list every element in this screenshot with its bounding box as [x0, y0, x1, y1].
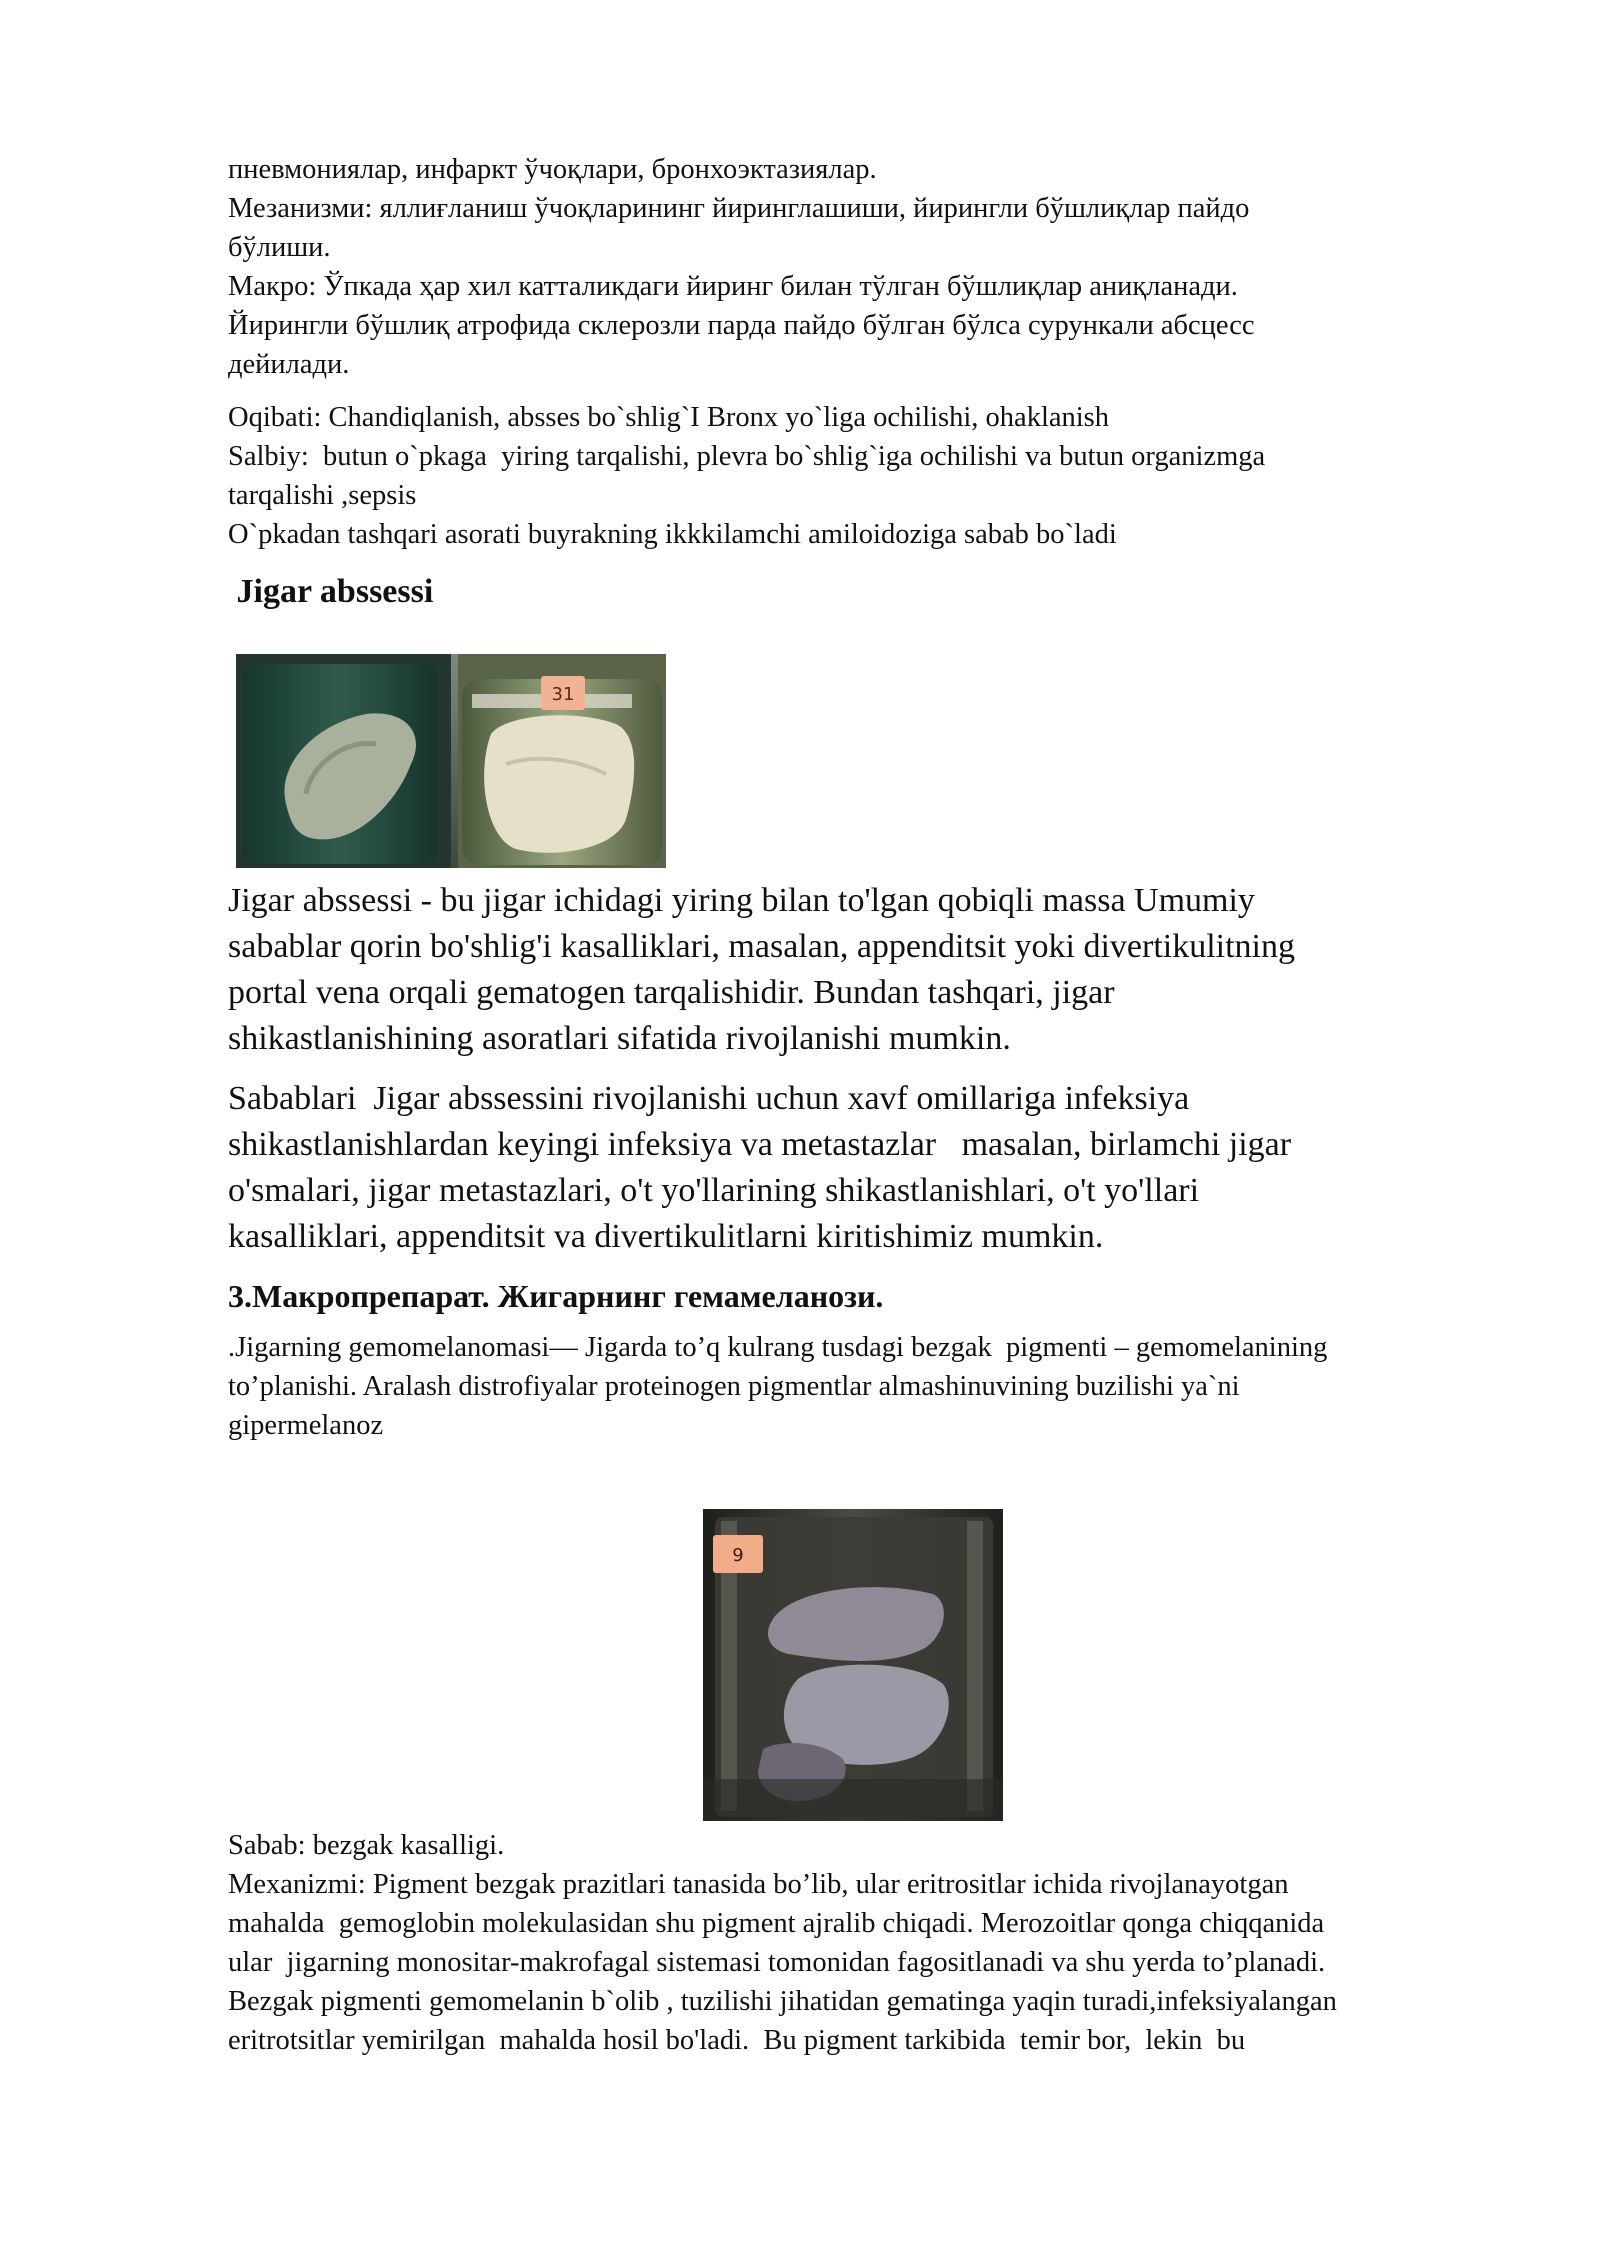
section-heading-liver-abscess: Jigar abssessi: [228, 573, 434, 610]
text-line: sabablar qorin bo'shlig'i kasalliklari, masalan, appenditsit yoki divertikulitning: [228, 928, 1295, 965]
paragraph-definition: [228, 878, 1478, 1062]
text-line: Mexanizmi: Pigment bezgak prazitlari tanasida bo’lib, ular eritrositlar ichida rivojlanayotgan: [228, 1869, 1289, 1900]
text-line: дейилади.: [228, 349, 350, 380]
paragraph-lung-abscess-macro: [228, 150, 1478, 384]
text-line: бўлиши.: [228, 232, 331, 263]
text-line: portal vena orqali gematogen tarqalishidir. Bundan tashqari, jigar: [228, 974, 1115, 1011]
text-line: shikastlanishining asoratlari sifatida rivojlanishi mumkin.: [228, 1020, 1011, 1057]
text-line: Bezgak pigmenti gemomelanin b`olib , tuzilishi jihatidan gematinga yaqin turadi,infeksiyalangan: [228, 1986, 1337, 2017]
text-line: Макро: Ўпкада ҳар хил катталикдаги йиринг билан тўлган бўшлиқлар аниқланади.: [228, 271, 1238, 302]
text-line: Jigar abssessi - bu jigar ichidagi yiring bilan to'lgan qobiqli massa Umumiy: [228, 882, 1255, 919]
document-page-bottom: [228, 1826, 1478, 2060]
specimen-jar-illustration: [703, 1509, 1003, 1821]
text-line: eritrotsitlar yemirilgan mahalda hosil bo'ladi. Bu pigment tarkibida temir bor, lekin bu: [228, 2025, 1246, 2056]
text-line: shikastlanishlardan keyingi infeksiya va metastazlar masalan, birlamchi jigar: [228, 1126, 1292, 1163]
text-line: Sabablari Jigar abssessini rivojlanishi uchun xavf omillariga infeksiya: [228, 1080, 1190, 1117]
section-heading-hemomelanosis: 3.Макропрепарат. Жигарнинг гемамеланози.: [228, 1278, 884, 1314]
specimen-jars-illustration: [236, 654, 666, 868]
text-line: mahalda gemoglobin molekulasidan shu pigment ajralib chiqadi. Merozoitlar qonga chiqqanida: [228, 1908, 1325, 1939]
text-line: o'smalari, jigar metastazlari, o't yo'llarining shikastlanishlari, o't yo'llari: [228, 1172, 1200, 1209]
paragraph-hemomelanoma: [228, 1328, 1478, 1445]
specimen-photo-hemomelanosis: [703, 1509, 1003, 1821]
text-line: Salbiy: butun o`pkaga yiring tarqalishi, plevra bo`shlig`iga ochilishi va butun organizmga: [228, 441, 1266, 472]
text-line: Мезанизми: яллиғланиш ўчоқларининг йиринглашиши, йирингли бўшлиқлар пайдо: [228, 193, 1250, 224]
text-line: Йирингли бўшлиқ атрофида склерозли парда пайдо бўлган бўлса сурункали абсцесс: [228, 310, 1255, 341]
text-line: .Jigarning gemomelanomasi— Jigarda to’q kulrang tusdagi bezgak pigmenti – gemomelanining: [228, 1332, 1328, 1363]
text-line: kasalliklari, appenditsit va divertikulitlarni kiritishimiz mumkin.: [228, 1218, 1104, 1255]
document-page: [228, 150, 1478, 614]
paragraph-causes: [228, 1076, 1478, 1260]
text-line: Oqibati: Chandiqlanish, absses bo`shlig`I Bronx yo`liga ochilishi, ohaklanish: [228, 402, 1110, 433]
text-line: tarqalishi ,sepsis: [228, 480, 417, 511]
text-line: пневмониялар, инфаркт ўчоқлари, бронхоэктазиялар.: [228, 154, 877, 185]
specimen-number-text: 31: [551, 684, 575, 705]
text-line: Sabab: bezgak kasalligi.: [228, 1830, 505, 1861]
text-line: O`pkadan tashqari asorati buyrakning ikkkilamchi amiloidoziga sabab bo`ladi: [228, 519, 1117, 550]
paragraph-cause-mechanism: [228, 1826, 1478, 2060]
text-line: gipermelanoz: [228, 1410, 384, 1441]
paragraph-outcome: [228, 398, 1478, 554]
specimen-photo-liver-abscess: [236, 654, 666, 868]
text-line: to’planishi. Aralash distrofiyalar proteinogen pigmentlar almashinuvining buzilishi ya`ni: [228, 1371, 1240, 1402]
specimen-number-text: 9: [732, 1545, 744, 1566]
text-line: ular jigarning monositar-makrofagal sistemasi tomonidan fagositlanadi va shu yerda to’planadi.: [228, 1947, 1326, 1978]
document-page-continued: [228, 878, 1478, 1445]
